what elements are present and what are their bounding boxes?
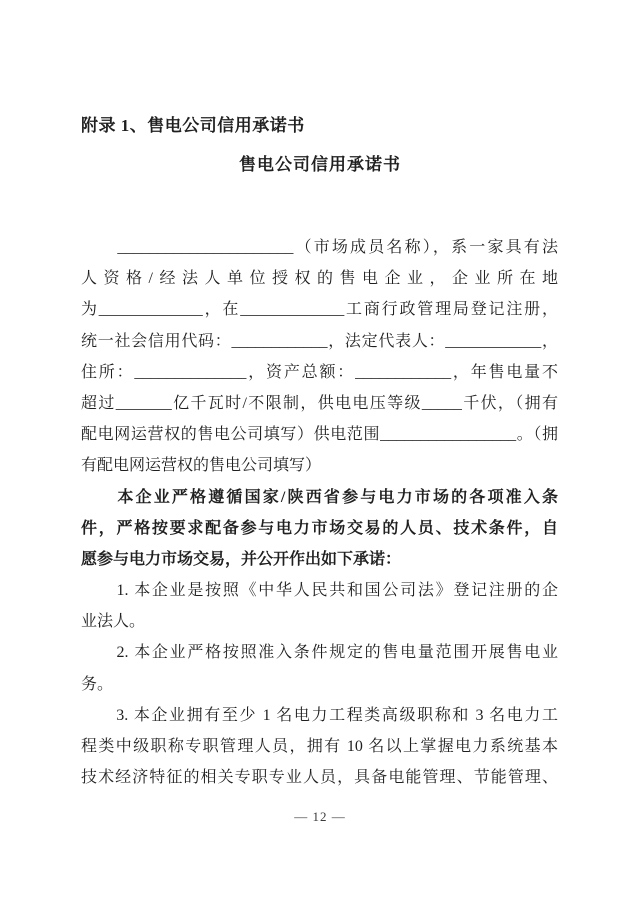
document-line: 为_____________，在_____________工商行政管理局登记注册， — [81, 301, 558, 319]
commitment-item-3 — [81, 700, 558, 794]
document-line: 本企业严格遵循国家/陕西省参与电力市场的各项准入条 — [81, 488, 558, 506]
intro-paragraph — [81, 232, 558, 482]
document-title: 售电公司信用承诺书 — [239, 155, 401, 174]
commitment-item-2 — [81, 637, 558, 699]
document-line: 统一社会信用代码：____________，法定代表人：____________， — [81, 332, 558, 350]
document-line: 技术经济特征的相关专职专业人员，具备电能管理、节能管理、 — [81, 769, 558, 787]
document-line: 有配电网运营权的售电公司填写） — [81, 457, 322, 475]
document-line: 配电网运营权的售电公司填写）供电范围_________________。（拥 — [81, 426, 558, 444]
page-number: — 12 — — [294, 809, 346, 825]
document-body — [81, 232, 558, 793]
document-line: 务。 — [81, 675, 114, 693]
document-line: ______________________（市场成员名称），系一家具有法 — [81, 239, 558, 256]
document-line: 程类中级职称专职管理人员，拥有 10 名以上掌握电力系统基本 — [81, 738, 558, 755]
commitment-preamble — [81, 482, 558, 576]
appendix-heading: 附录 1、售电公司信用承诺书 — [81, 116, 305, 135]
document-line: 2. 本企业严格按照准入条件规定的售电量范围开展售电业 — [81, 644, 558, 662]
document-line: 1. 本企业是按照《中华人民共和国公司法》登记注册的企 — [81, 582, 558, 600]
document-line: 住所：______________，资产总额：____________，年售电量不 — [81, 363, 558, 381]
document-line: 超过_______亿千瓦时/不限制，供电电压等级_____千伏，（拥有 — [81, 394, 558, 412]
document-line: 件，严格按要求配备参与电力市场交易的人员、技术条件，自 — [81, 519, 558, 537]
document-line: 业法人。 — [81, 613, 146, 631]
document-line: 愿参与电力市场交易，并公开作出如下承诺： — [81, 550, 402, 568]
commitment-item-1 — [81, 575, 558, 637]
document-line: 人资格/经法人单位授权的售电企业，企业所在地 — [81, 270, 558, 288]
page-footer — [0, 809, 640, 825]
document-line: 3. 本企业拥有至少 1 名电力工程类高级职称和 3 名电力工 — [81, 706, 558, 724]
